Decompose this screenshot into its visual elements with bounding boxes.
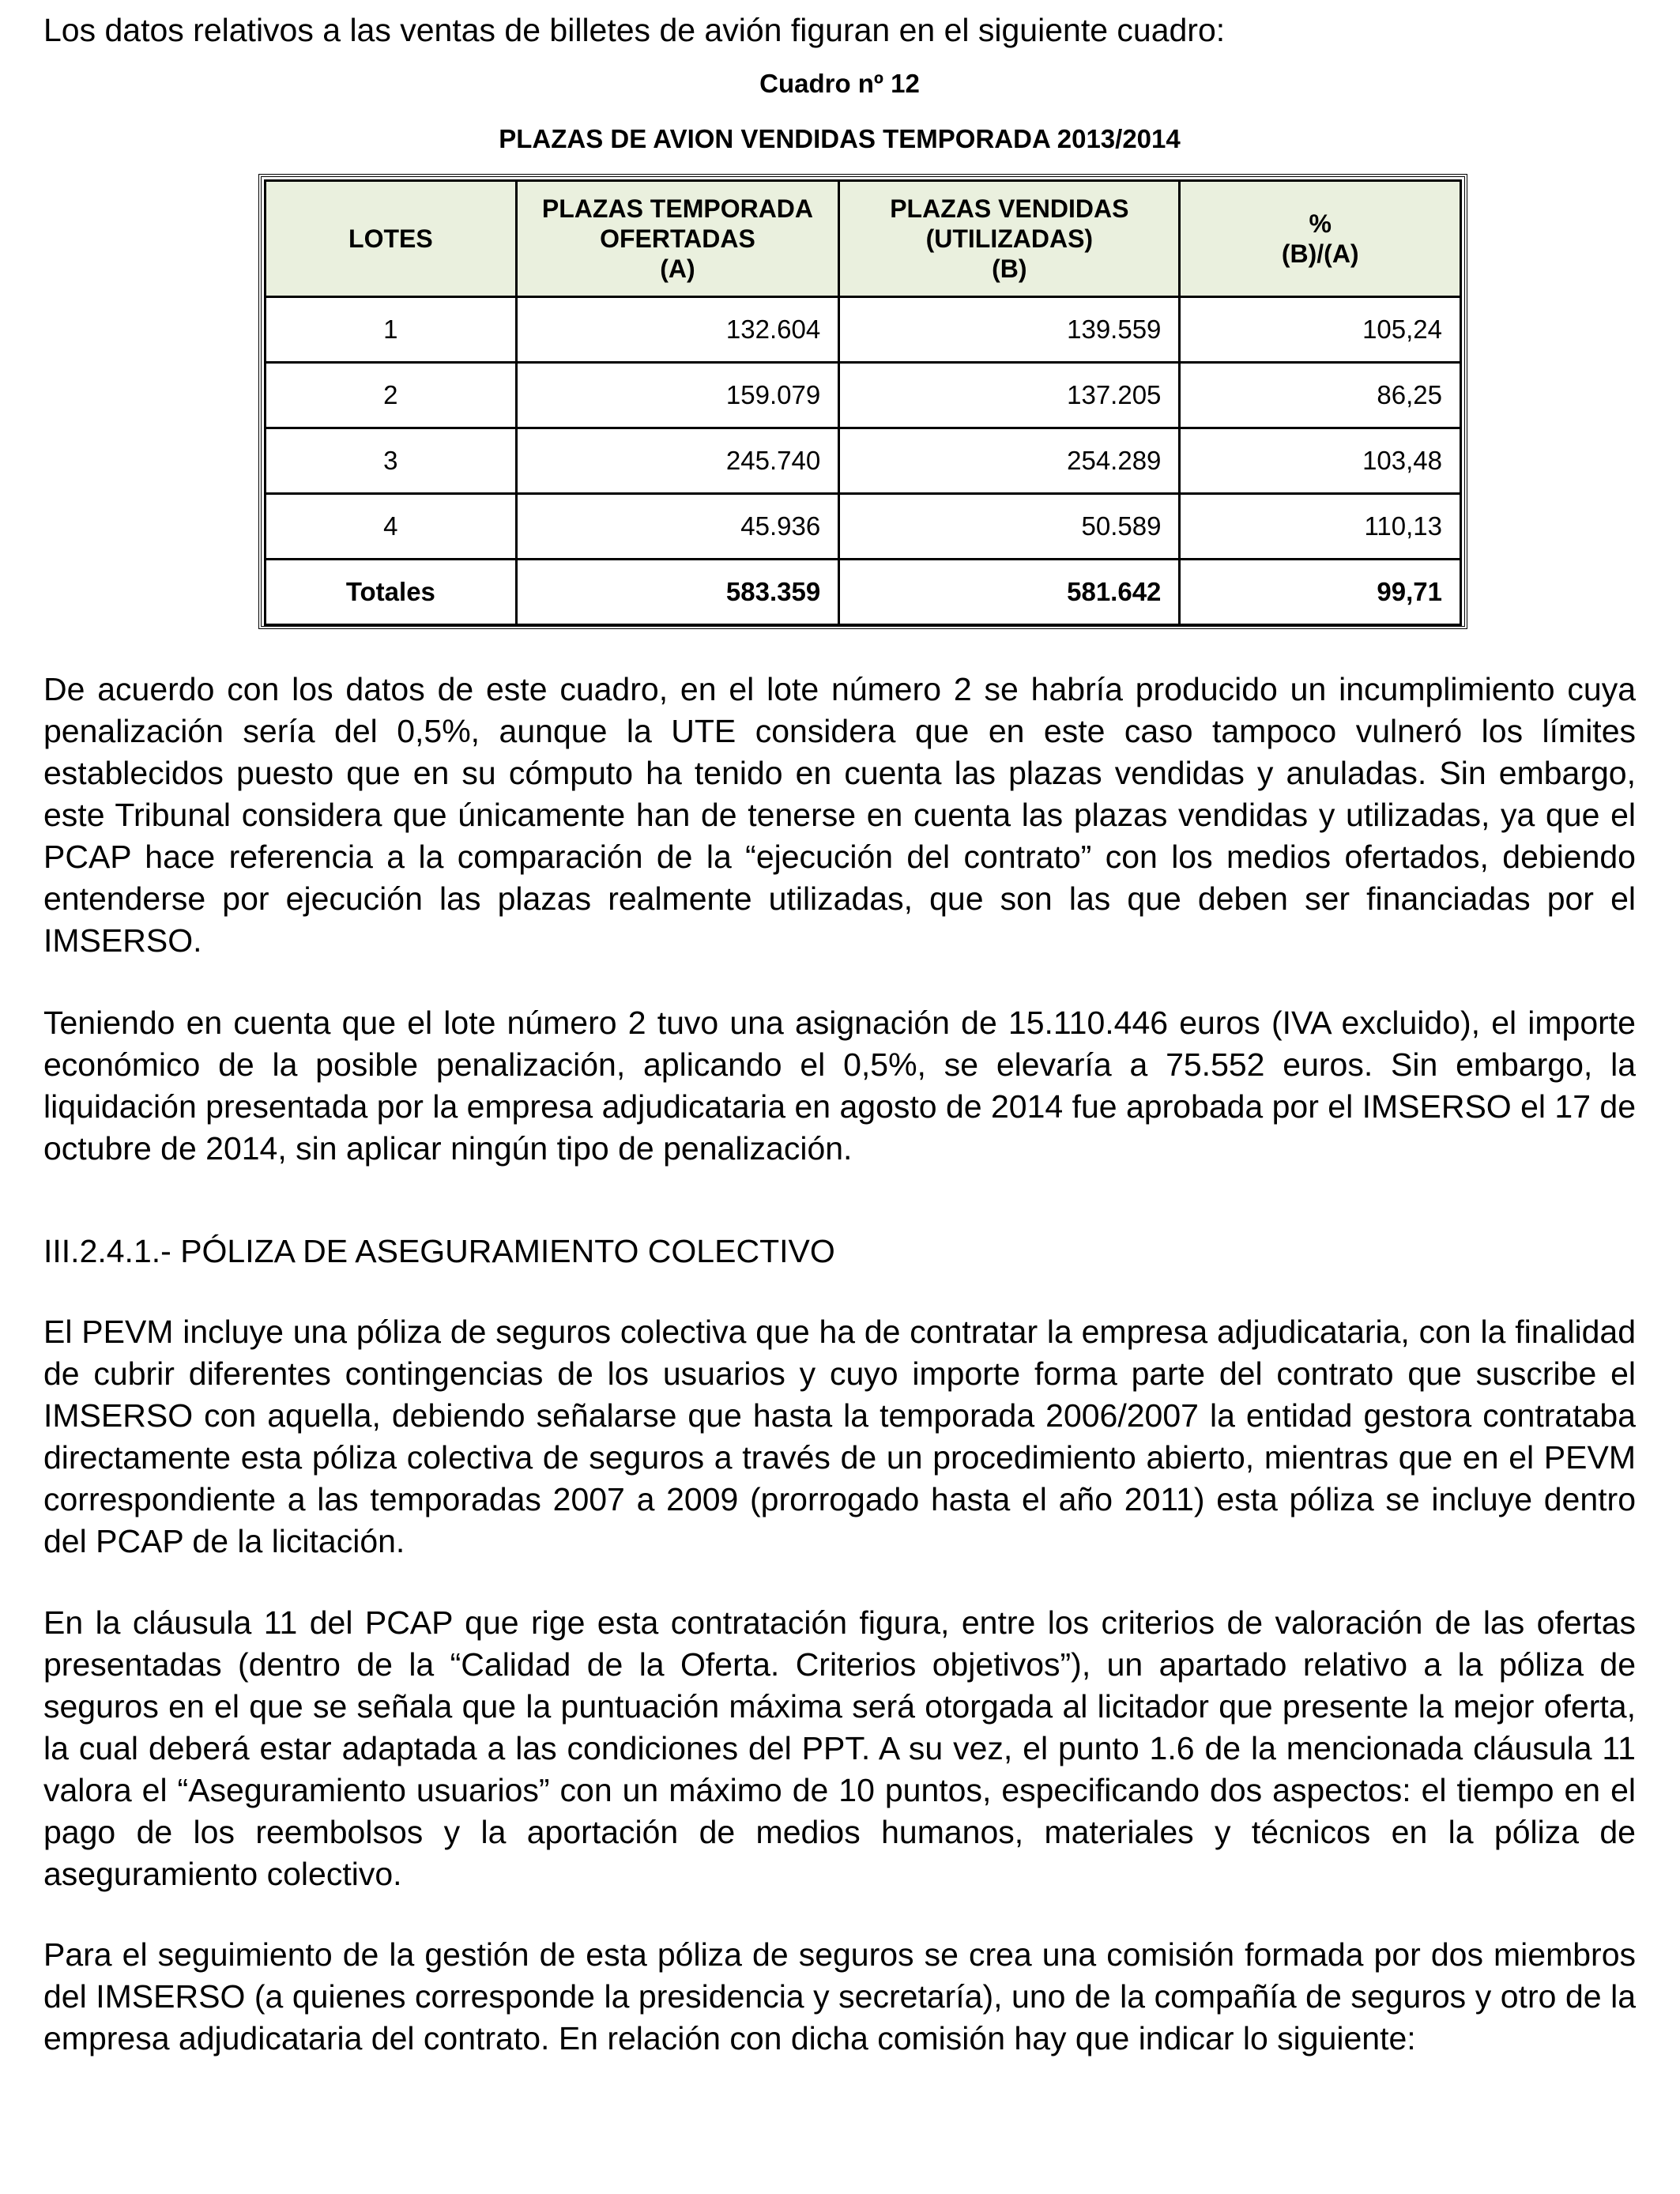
table-row: [266, 363, 1461, 428]
paragraph-penalty-analysis: De acuerdo con los datos de este cuadro, en el lote número 2 se habría producido un incumplimiento cuya penalización sería del 0,5%, aunque la UTE considera que en este caso tampoco vulneró los límites establecidos puesto que en su cómputo ha tenido en cuenta las plazas vendidas y anuladas. Sin embargo, este Tribunal considera que únicamente han de tenerse en cuenta las plazas vendidas y utilizadas, ya que el PCAP hace referencia a la comparación de la “ejecución del contrato” con los medios ofertados, debiendo entenderse por ejecución las plazas realmente utilizadas, que son las que deben ser financiadas por el IMSERSO.: [43, 671, 1636, 959]
cell-percentage: 86,25: [1180, 363, 1461, 428]
cell-total-ofertadas: 583.359: [516, 560, 839, 625]
seats-table: [264, 179, 1462, 626]
cell-lote: 1: [266, 297, 517, 363]
cell-ofertadas: 159.079: [516, 363, 839, 428]
intro-text: Los datos relativos a las ventas de billetes de avión figuran en el siguiente cuadro:: [43, 12, 1226, 48]
cell-vendidas: 139.559: [839, 297, 1180, 363]
header-percentage: % (B)/(A): [1180, 181, 1461, 297]
table-header-row: [266, 181, 1461, 297]
header-plazas-vendidas: PLAZAS VENDIDAS (UTILIZADAS) (B): [839, 181, 1180, 297]
paragraph-penalty-amount: Teniendo en cuenta que el lote número 2 tuvo una asignación de 15.110.446 euros (IVA excluido), el importe económico de la posible penalización, aplicando el 0,5%, se elevaría a 75.552 euros. Sin embargo, la liquidación presentada por la empresa adjudicataria en agosto de 2014 fue aprobada por el IMSERSO el 17 de octubre de 2014, sin aplicar ningún tipo de penalización.: [43, 1005, 1636, 1167]
cell-percentage: 103,48: [1180, 428, 1461, 494]
body-paragraph: [43, 1311, 1636, 1563]
cell-vendidas: 50.589: [839, 494, 1180, 560]
section-heading: III.2.4.1.- PÓLIZA DE ASEGURAMIENTO COLECTIVO: [43, 1233, 835, 1269]
table-row: [266, 494, 1461, 560]
cell-lote: 4: [266, 494, 517, 560]
body-paragraph: [43, 1002, 1636, 1170]
cell-ofertadas: 245.740: [516, 428, 839, 494]
paragraph-commission: Para el seguimiento de la gestión de esta póliza de seguros se crea una comisión formada por dos miembros del IMSERSO (a quienes corresponde la presidencia y secretaría), uno de la compañía de seguros y otro de la empresa adjudicataria del contrato. En relación con dicha comisión hay que indicar lo siguiente:: [43, 1936, 1636, 2056]
table-total-row: [266, 560, 1461, 625]
body-paragraph: [43, 1602, 1636, 1895]
body-paragraph: [43, 669, 1636, 962]
table-caption: Cuadro nº 12: [759, 69, 920, 98]
section-heading-block: [43, 1231, 1636, 1272]
cell-vendidas: 137.205: [839, 363, 1180, 428]
cell-vendidas: 254.289: [839, 428, 1180, 494]
body-paragraph: [43, 1934, 1636, 2060]
cell-lote: 3: [266, 428, 517, 494]
cell-lote: 2: [266, 363, 517, 428]
header-plazas-ofertadas: PLAZAS TEMPORADA OFERTADAS (A): [516, 181, 839, 297]
paragraph-policy-intro: El PEVM incluye una póliza de seguros colectiva que ha de contratar la empresa adjudicataria, con la finalidad de cubrir diferentes contingencias de los usuarios y cuyo importe forma parte del contrato que suscribe el IMSERSO con aquella, debiendo señalarse que hasta la temporada 2006/2007 la entidad gestora contrataba directamente esta póliza colectiva de seguros a través de un procedimiento abierto, mientras que en el PEVM correspondiente a las temporadas 2007 a 2009 (prorrogado hasta el año 2011) esta póliza se incluye dentro del PCAP de la licitación.: [43, 1314, 1636, 1559]
table-title: PLAZAS DE AVION VENDIDAS TEMPORADA 2013/2014: [499, 124, 1181, 153]
cell-ofertadas: 45.936: [516, 494, 839, 560]
cell-total-label: Totales: [266, 560, 517, 625]
cell-percentage: 105,24: [1180, 297, 1461, 363]
cell-percentage: 110,13: [1180, 494, 1461, 560]
table-row: [266, 428, 1461, 494]
seats-table-frame: [258, 174, 1467, 629]
cell-total-percentage: 99,71: [1180, 560, 1461, 625]
header-lotes: LOTES: [266, 181, 517, 297]
cell-total-vendidas: 581.642: [839, 560, 1180, 625]
paragraph-clause-11: En la cláusula 11 del PCAP que rige esta contratación figura, entre los criterios de valoración de las ofertas presentadas (dentro de la “Calidad de la Oferta. Criterios objetivos”), un apartado relativo a la póliza de seguros en el que se señala que la puntuación máxima será otorgada al licitador que presente la mejor oferta, la cual deberá estar adaptada a las condiciones del PPT. A su vez, el punto 1.6 de la mencionada cláusula 11 valora el “Aseguramiento usuarios” con un máximo de 10 puntos, especificando dos aspectos: el tiempo en el pago de los reembolsos y la aportación de medios humanos, materiales y técnicos en la póliza de aseguramiento colectivo.: [43, 1604, 1636, 1892]
table-row: [266, 297, 1461, 363]
cell-ofertadas: 132.604: [516, 297, 839, 363]
